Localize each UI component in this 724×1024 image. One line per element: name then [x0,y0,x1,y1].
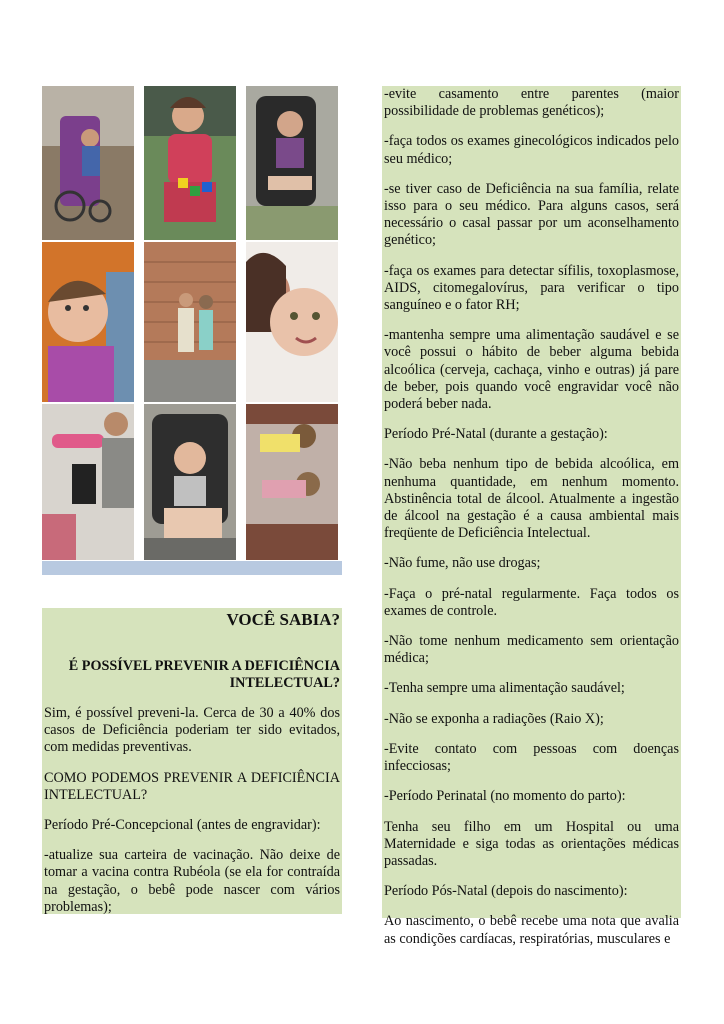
right-paragraph: -Não beba nenhum tipo de bebida alcoólica, em nenhuma quantidade, em nenhum momento. Abstinência total de álcool. Atualmente a ingestão de álcool na gestação é a causa ambiental mais freqüente de Deficiência Intelectual. [384,456,679,542]
right-paragraph: -Faça o pré-natal regularmente. Faça todos os exames de controle. [384,585,679,619]
right-paragraph: -faça todos os exames ginecológicos indicados pelo seu médico; [384,133,679,167]
photo-mother-and-baby [246,242,338,402]
right-paragraph: Período Pós-Natal (depois do nascimento): [384,883,628,900]
photo-child-with-toy [42,404,134,560]
section-title: VOCÊ SABIA? [226,610,340,629]
left-paragraph: -atualize sua carteira de vacinação. Não deixe de tomar a vacina contra Rubéola (se ela for contraída na gestação, o bebê pode nascer com vários problemas); [44,847,340,915]
left-paragraph: COMO PODEMOS PREVENIR A DEFICIÊNCIA INTELECTUAL? [44,769,340,803]
photo-girl-with-toys [144,86,236,240]
photo-girl-portrait-orange [42,242,134,402]
photo-child-in-stroller-smiling [144,404,236,560]
section-question: É POSSÍVEL PREVENIR A DEFICIÊNCIA INTELECTUAL? [68,658,340,691]
right-paragraph: Tenha seu filho em um Hospital ou uma Maternidade e siga todas as orientações médicas passadas. [384,818,679,869]
photo-two-children-brick-wall [144,242,236,402]
right-paragraph: -faça os exames para detectar sífilis, toxoplasmose, AIDS, citomegalovírus, para verificar o tipo sanguíneo e o fator RH; [384,262,679,314]
photo-child-in-wheelchair [42,86,134,240]
right-paragraph: -mantenha sempre uma alimentação saudável e se você possui o hábito de beber alguma bebida alcoólica (cerveja, cachaça, vinho e outras) já pare de beber, pois quando você engravidar você não poderá beber nada. [384,327,679,413]
right-paragraph: -Não se exponha a radiações (Raio X); [384,710,604,727]
right-paragraph: Ao nascimento, o bebê recebe uma nota que avalia as condições cardíacas, respiratórias, musculares e [384,913,679,947]
right-paragraph: -evite casamento entre parentes (maior possibilidade de problemas genéticos); [384,86,679,120]
left-paragraph: Período Pré-Concepcional (antes de engravidar): [44,817,321,834]
photo-child-in-stroller [246,86,338,240]
decorative-blue-bar [42,561,342,575]
right-paragraph: -Não fume, não use drogas; [384,555,541,572]
photo-two-children-on-bed [246,404,338,560]
right-paragraph: -Evite contato com pessoas com doenças infecciosas; [384,740,679,775]
left-info-panel [42,608,342,914]
right-info-panel [382,86,681,947]
left-paragraph: Sim, é possível preveni-la. Cerca de 30 a 40% dos casos de Deficiência poderiam ter sido evitados, com medidas preventivas. [44,705,340,756]
right-paragraph: -Tenha sempre uma alimentação saudável; [384,680,625,697]
right-paragraph: Período Pré-Natal (durante a gestação): [384,426,608,443]
right-paragraph: -Não tome nenhum medicamento sem orientação médica; [384,633,679,667]
right-paragraph: -Período Perinatal (no momento do parto): [384,788,626,805]
right-paragraph: -se tiver caso de Deficiência na sua família, relate isso para o seu médico. Para alguns casos, será necessário o casal passar por um aconselhamento genético; [384,180,679,249]
photo-collage [42,86,350,560]
